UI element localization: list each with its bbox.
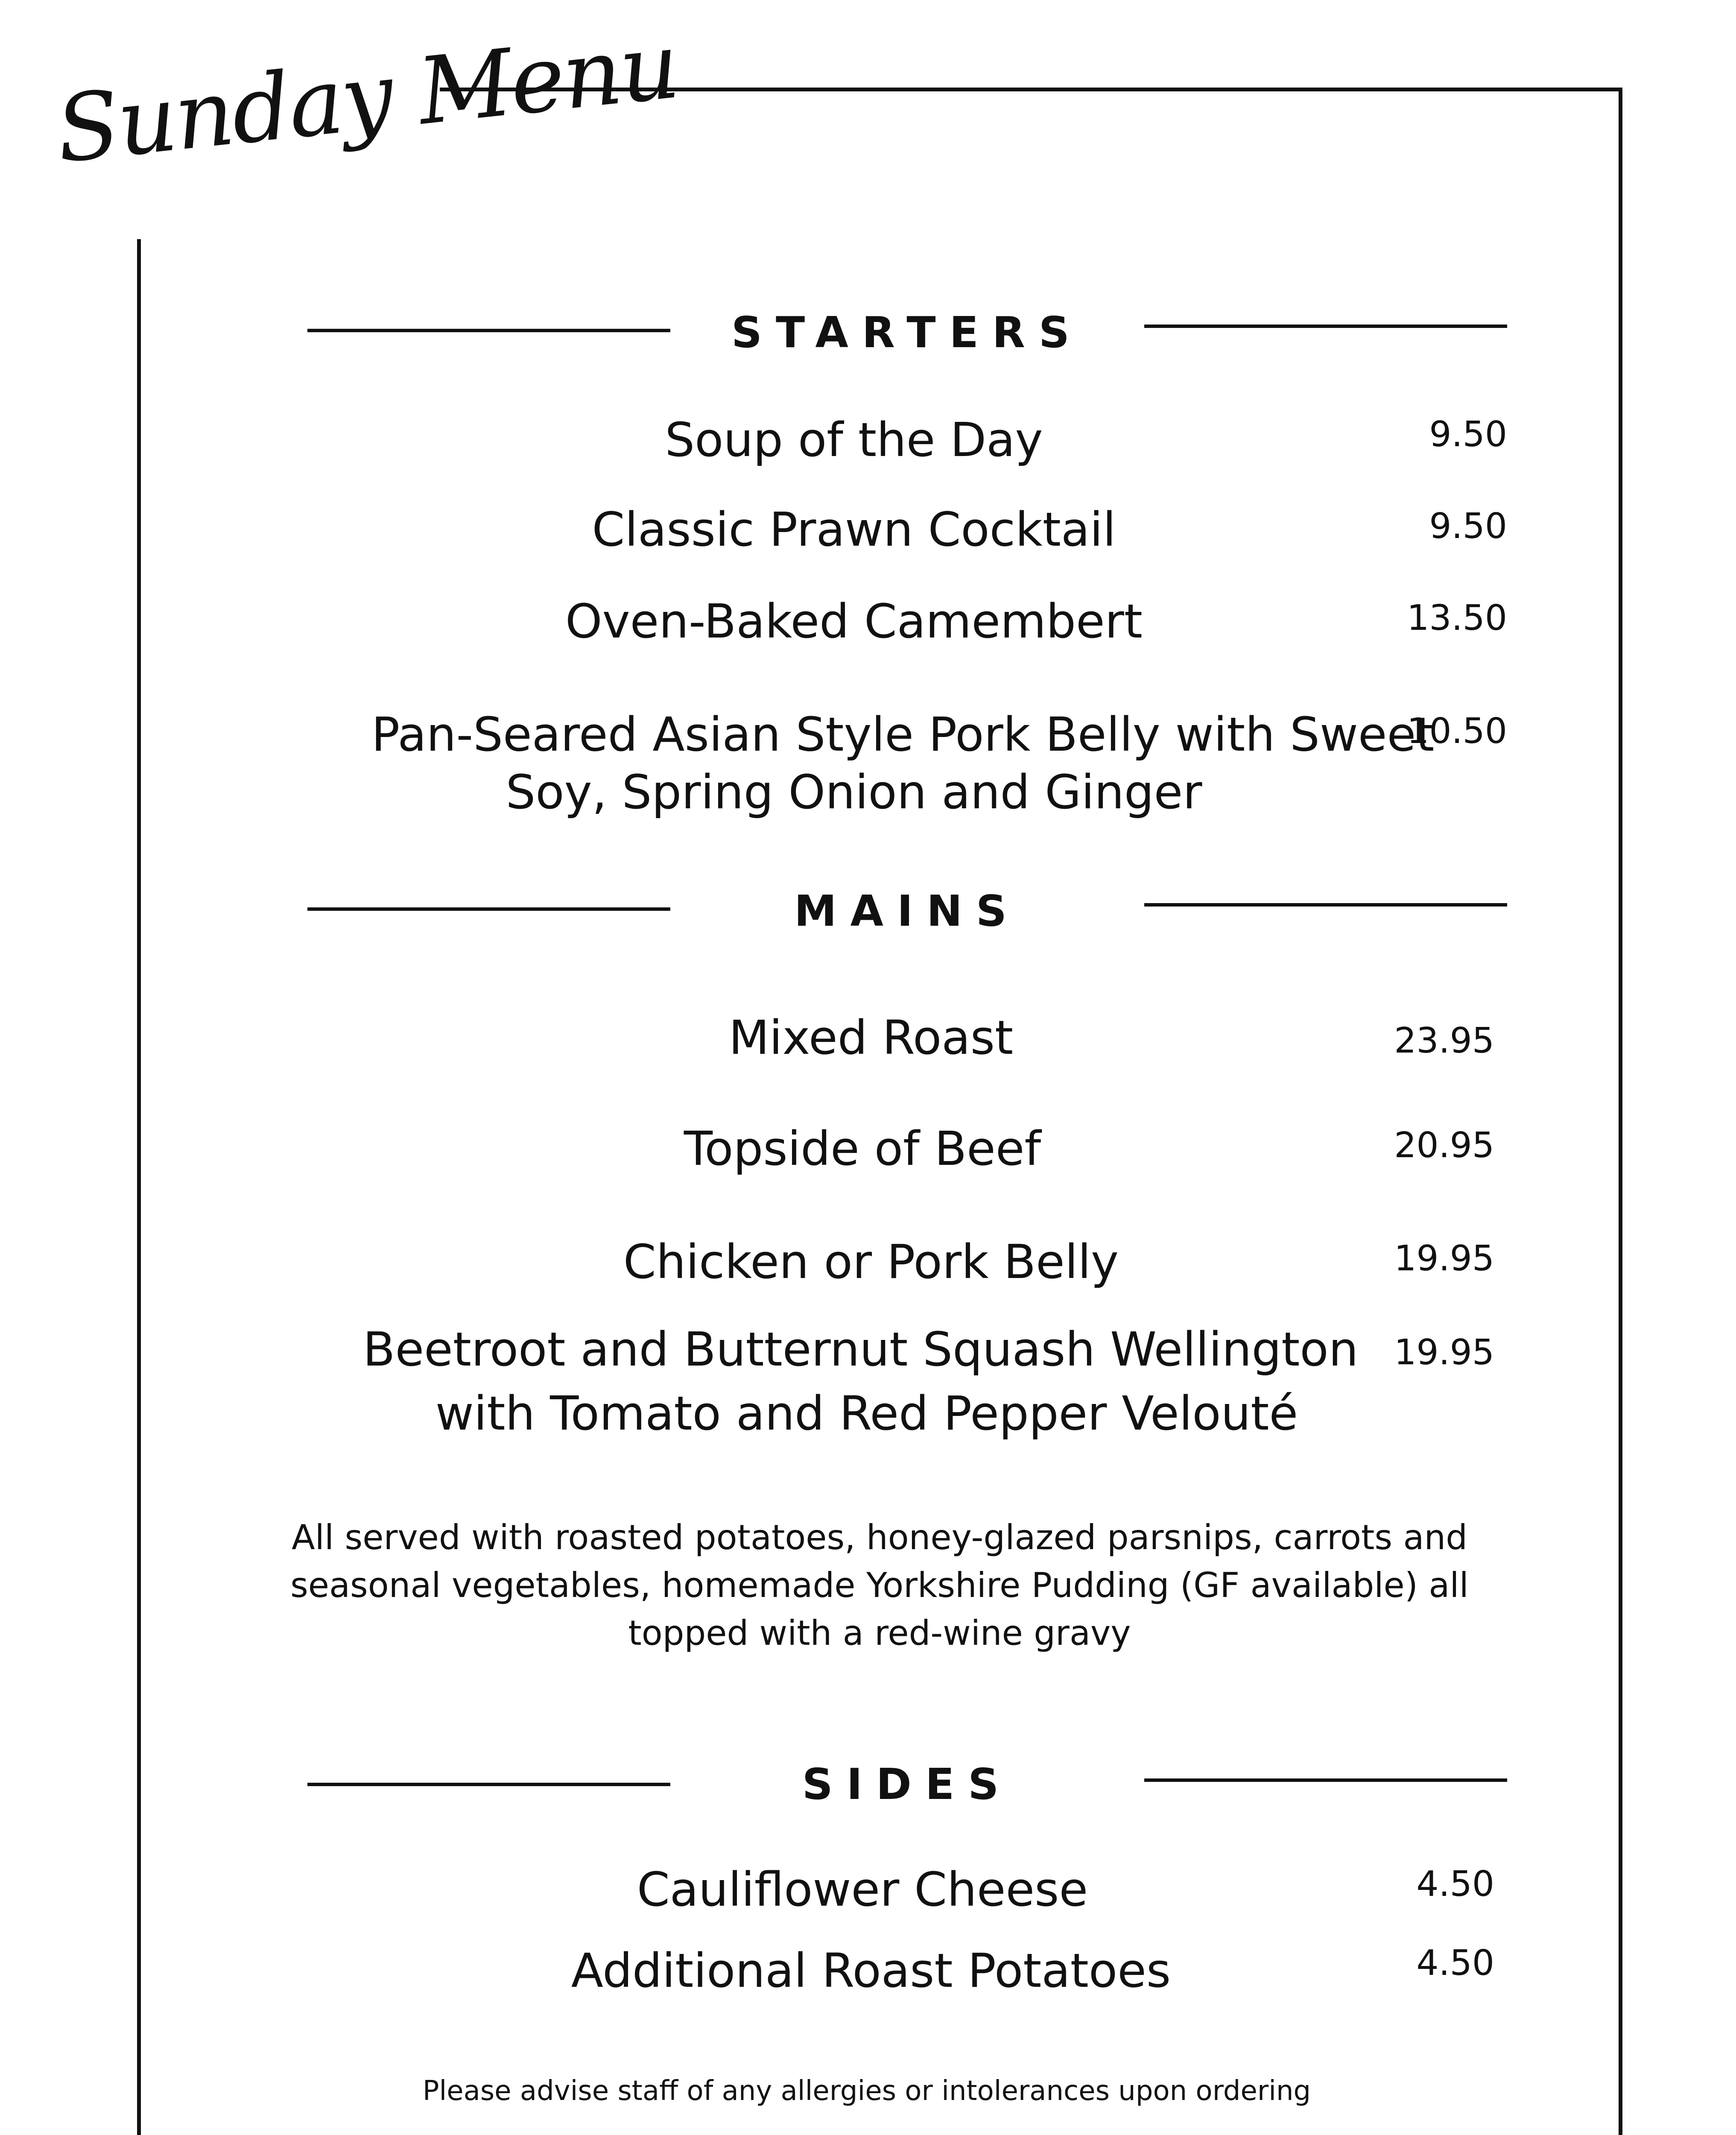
starters-rule-right bbox=[1144, 325, 1507, 328]
side-item-name: Cauliflower Cheese bbox=[637, 1862, 1088, 1917]
starters-rule-left bbox=[307, 329, 670, 332]
main-item-name-line1: Beetroot and Butternut Squash Wellington bbox=[363, 1322, 1359, 1377]
side-item-price: 4.50 bbox=[1416, 1864, 1494, 1904]
main-item-name: Chicken or Pork Belly bbox=[623, 1234, 1119, 1289]
sides-heading: SIDES bbox=[802, 1759, 1013, 1809]
sides-rule-right bbox=[1144, 1778, 1507, 1782]
frame-right-line bbox=[1619, 88, 1622, 2135]
mains-rule-right bbox=[1144, 903, 1507, 907]
mains-note-line2: seasonal vegetables, homemade Yorkshire Pudding (GF available) all bbox=[290, 1565, 1469, 1605]
frame-left-line bbox=[137, 239, 141, 2135]
mains-heading: MAINS bbox=[794, 886, 1020, 936]
starters-heading: STARTERS bbox=[731, 307, 1083, 357]
starter-item-name: Oven-Baked Camembert bbox=[565, 594, 1143, 649]
sides-rule-left bbox=[307, 1783, 670, 1786]
starter-item-price: 9.50 bbox=[1429, 414, 1507, 455]
mains-note-line3: topped with a red-wine gravy bbox=[628, 1613, 1131, 1653]
starter-item-name-line2: Soy, Spring Onion and Ginger bbox=[506, 765, 1202, 819]
black-horse-logo bbox=[1161, 2131, 1546, 2135]
pub-building-drawing bbox=[1161, 2131, 1546, 2135]
mains-note-line1: All served with roasted potatoes, honey-glazed parsnips, carrots and bbox=[291, 1518, 1468, 1557]
main-item-name: Mixed Roast bbox=[728, 1010, 1014, 1065]
allergy-notice: Please advise staff of any allergies or intolerances upon ordering bbox=[422, 2075, 1311, 2107]
starter-item-name: Classic Prawn Cocktail bbox=[592, 502, 1116, 557]
main-item-name: Topside of Beef bbox=[684, 1121, 1041, 1176]
side-item-price: 4.50 bbox=[1416, 1943, 1494, 1983]
main-item-name-line2: with Tomato and Red Pepper Velouté bbox=[435, 1386, 1298, 1441]
starter-item-price: 9.50 bbox=[1429, 506, 1507, 547]
menu-title: Sunday Menu bbox=[51, 12, 683, 184]
side-item-name: Additional Roast Potatoes bbox=[571, 1943, 1171, 1998]
main-item-price: 20.95 bbox=[1394, 1125, 1494, 1166]
starter-item-price: 13.50 bbox=[1407, 598, 1507, 638]
mains-rule-left bbox=[307, 907, 670, 911]
starter-item-name-line1: Pan-Seared Asian Style Pork Belly with Sweet bbox=[371, 707, 1435, 762]
main-item-price: 19.95 bbox=[1394, 1238, 1494, 1279]
main-item-price: 23.95 bbox=[1394, 1021, 1494, 1061]
starter-item-name: Soup of the Day bbox=[665, 412, 1043, 467]
main-item-price: 19.95 bbox=[1394, 1332, 1494, 1373]
starter-item-price: 10.50 bbox=[1407, 711, 1507, 752]
